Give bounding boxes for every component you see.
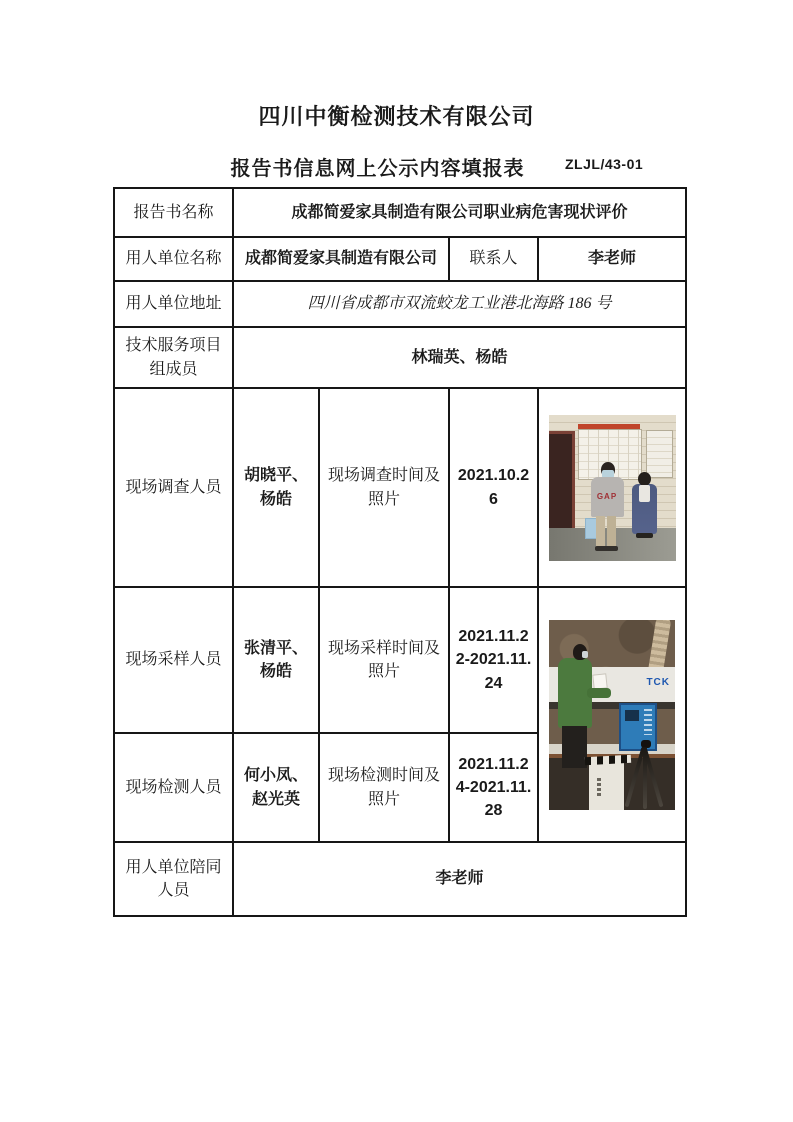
equipment-box — [589, 762, 624, 810]
table-row-employer — [114, 237, 686, 281]
instrument-screen — [625, 710, 639, 721]
sampling-label: 现场采样人员 — [114, 587, 233, 733]
employer-address-value: 四川省成都市双流蛟龙工业港北海路 186 号 — [233, 281, 686, 327]
doorway — [549, 431, 575, 530]
woman-head — [638, 472, 651, 486]
gray-hoodie — [591, 477, 624, 517]
investigation-staff: 胡晓平、杨皓 — [233, 388, 319, 587]
investigation-photo — [549, 415, 676, 561]
worker-pants — [562, 726, 587, 768]
report-name-label: 报告书名称 — [114, 188, 233, 237]
investigation-date: 2021.10.26 — [449, 388, 538, 587]
contact-value: 李老师 — [538, 237, 686, 281]
man-leg — [607, 516, 616, 547]
table-row-escort — [114, 842, 686, 916]
instrument-vents — [644, 709, 652, 735]
report-form-table — [113, 187, 687, 917]
box-label-text — [597, 778, 601, 796]
machine-brand-text: TCK — [646, 676, 670, 688]
notice-board — [646, 430, 673, 478]
tripod-leg — [643, 747, 647, 809]
sampling-time-label: 现场采样时间及照片 — [319, 587, 449, 733]
striped-tape — [585, 754, 631, 764]
testing-label: 现场检测人员 — [114, 733, 233, 842]
table-row-sampling — [114, 587, 686, 733]
worksite-photo-cell — [538, 587, 686, 842]
testing-date: 2021.11.24-2021.11.28 — [449, 733, 538, 842]
testing-time-label: 现场检测时间及照片 — [319, 733, 449, 842]
report-name-value: 成都简爱家具制造有限公司职业病危害现状评价 — [233, 188, 686, 237]
worksite-photo — [549, 620, 675, 810]
sampling-date: 2021.11.22-2021.11.24 — [449, 587, 538, 733]
employer-address-label: 用人单位地址 — [114, 281, 233, 327]
worker-arm — [587, 688, 611, 698]
sampling-staff: 张清平、杨皓 — [233, 587, 319, 733]
white-scarf — [639, 485, 650, 502]
team-label: 技术服务项目组成员 — [114, 327, 233, 388]
page-title: 四川中衡检测技术有限公司 — [258, 104, 535, 129]
hoodie-logo-text: GAP — [596, 491, 618, 501]
man-shoes — [595, 546, 618, 551]
table-row-team — [114, 327, 686, 388]
investigation-label: 现场调查人员 — [114, 388, 233, 587]
investigation-photo-cell — [538, 388, 686, 587]
worker-mask — [582, 651, 588, 658]
investigation-time-label: 现场调查时间及照片 — [319, 388, 449, 587]
employer-name-label: 用人单位名称 — [114, 237, 233, 281]
sampling-instrument — [619, 703, 657, 751]
machine-label-paper — [592, 673, 607, 689]
escort-label: 用人单位陪同人员 — [114, 842, 233, 916]
table-row-investigation — [114, 388, 686, 587]
employer-name-value: 成都简爱家具制造有限公司 — [233, 237, 449, 281]
table-row-report-name — [114, 188, 686, 237]
escort-value: 李老师 — [233, 842, 686, 916]
man-leg — [596, 516, 605, 547]
doc-code: ZLJL/43-01 — [565, 156, 644, 172]
testing-staff: 何小凤、赵光英 — [233, 733, 319, 842]
team-value: 林瑞英、杨皓 — [233, 327, 686, 388]
table-row-address — [114, 281, 686, 327]
page-subtitle: 报告书信息网上公示内容填报表 — [230, 158, 525, 180]
contact-label: 联系人 — [449, 237, 538, 281]
subtitle-row — [0, 152, 793, 178]
woman-shoes — [636, 533, 653, 538]
